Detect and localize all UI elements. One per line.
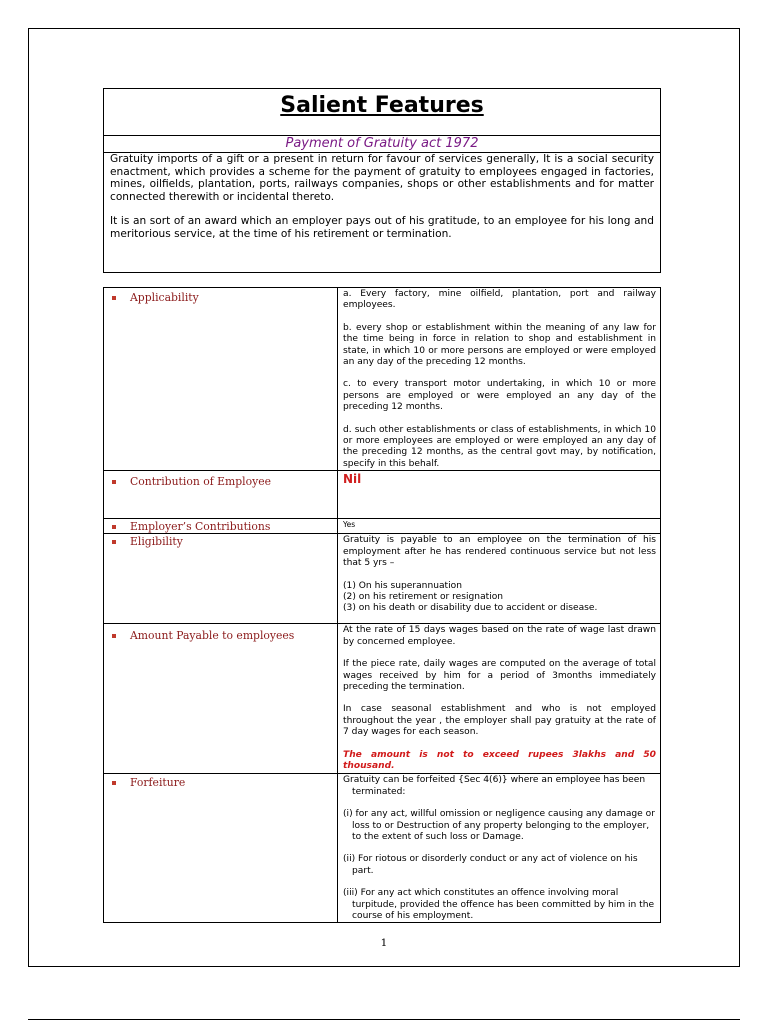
feature-row-forfeiture <box>104 774 661 923</box>
eligibility-item: (2) on his retirement or resignation <box>343 591 504 602</box>
page-number: 1 <box>380 937 388 949</box>
detail-paragraph: In case seasonal establishment and who is not employed throughout the year , the employer shall pay gratuity at the rate of 7 day wages for each season. <box>343 704 656 738</box>
detail-paragraph: (ii) For riotous or disorderly conduct or any act of violence on his part. <box>343 854 638 876</box>
feature-label: Forfeiture <box>130 776 186 790</box>
detail-paragraph: (i) for any act, willful omission or negligence causing any damage or loss to or Destruction of any property belonging to the employer, to the extent of such loss or Damage. <box>343 809 655 842</box>
employer-contribution-value: Yes <box>343 520 356 530</box>
feature-detail <box>338 288 661 471</box>
detail-paragraph: Gratuity is payable to an employee on the termination of his employment after he has rendered continuous service but not less that 5 yrs – <box>343 535 656 569</box>
contribution-value: Nil <box>343 472 362 487</box>
detail-paragraph: b. every shop or establishment within the meaning of any law for the time being in force in relation to shop and establishment in state, in which 10 or more persons are employed or were employed an any day of the preceding 12 months. <box>343 322 656 368</box>
detail-paragraph: a. Every factory, mine oilfield, plantation, port and railway employees. <box>343 289 656 311</box>
bullet-icon <box>112 540 116 544</box>
page-subtitle: Payment of Gratuity act 1972 <box>104 136 660 153</box>
feature-detail <box>338 534 661 624</box>
eligibility-item: (1) On his superannuation <box>343 580 462 591</box>
bullet-icon <box>112 525 116 529</box>
feature-detail <box>338 624 661 774</box>
detail-paragraph: d. such other establishments or class of establishments, in which 10 or more employees are employed or were employed an any day of the preceding 12 months, as the central govt may, by notification, specify in this behalf. <box>343 424 656 469</box>
eligibility-item: (3) on his death or disability due to accident or disease. <box>343 603 598 614</box>
feature-label: Eligibility <box>130 535 183 549</box>
header-box <box>103 88 661 273</box>
detail-paragraph: c. to every transport motor undertaking, in which 10 or more persons are employed or were employed an any day of the preceding 12 months. <box>343 379 656 413</box>
feature-label: Contribution of Employee <box>130 475 272 489</box>
feature-row-amount-payable <box>104 624 661 774</box>
detail-paragraph: If the piece rate, daily wages are computed on the average of total wages received by him for a period of 3months immediately preceding the termination. <box>343 659 656 692</box>
detail-paragraph: Gratuity can be forfeited {Sec 4(6)} where an employee has been terminated: <box>343 775 646 797</box>
intro-paragraph: It is an sort of an award which an employer pays out of his gratitude, to an employee for his long and meritorious service, at the time of his retirement or termination. <box>110 215 654 240</box>
bullet-icon <box>112 480 116 484</box>
feature-detail <box>338 774 661 923</box>
detail-paragraph: At the rate of 15 days wages based on the rate of wage last drawn by concerned employee. <box>343 625 656 647</box>
feature-row-contribution-employee <box>104 471 661 519</box>
bullet-icon <box>112 296 116 300</box>
detail-paragraph: (iii) For any act which constitutes an offence involving moral turpitude, provided the offence has been committed by him in the course of his employment. <box>343 888 655 921</box>
bullet-icon <box>112 781 116 785</box>
intro-paragraph: Gratuity imports of a gift or a present in return for favour of services generally, It is a social security enactment, which provides a scheme for the payment of gratuity to employees engaged in factories, mines, oilfields, plantation, ports, railways companies, shops or other establishments and for matter connected therewith or incidental thereto. <box>110 153 654 203</box>
feature-row-applicability <box>104 288 661 471</box>
feature-row-employer-contributions <box>104 519 661 534</box>
amount-limit-note: The amount is not to exceed rupees 3lakhs and 50 thousand. <box>343 749 656 771</box>
next-page-edge <box>28 1019 740 1030</box>
feature-label: Employer’s Contributions <box>130 520 271 534</box>
page-title: Salient Features <box>104 89 660 136</box>
feature-label: Amount Payable to employees <box>130 629 295 643</box>
intro-text <box>104 153 660 240</box>
features-table <box>103 287 661 923</box>
bullet-icon <box>112 634 116 638</box>
feature-row-eligibility <box>104 534 661 624</box>
feature-label: Applicability <box>130 291 199 304</box>
